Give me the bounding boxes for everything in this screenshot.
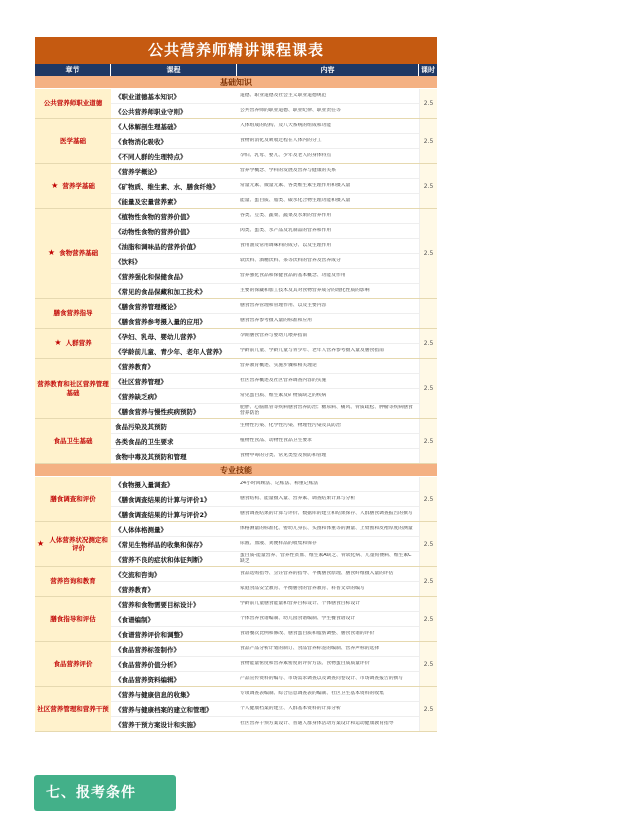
- course-cell: 《动物性食物的营养价值》: [115, 227, 193, 236]
- course-cell: 《营养和食物需要目标设计》: [115, 600, 200, 609]
- chapter-cell: [35, 522, 111, 566]
- course-cell: 《学龄前儿童、青少年、老年人营养》: [115, 347, 226, 356]
- table-row: [111, 449, 419, 463]
- course-cell: 《食品营养资料编辑》: [115, 675, 180, 684]
- course-cell: 《膳食调查结果的计算与评价1》: [115, 495, 211, 504]
- content-cell: 食用油及常用调味料的成分、以及生理作用: [240, 243, 332, 248]
- hours-cell: 2.5: [419, 89, 437, 118]
- table-row: [111, 104, 419, 118]
- content-cell: 蛋白质-能量营养、营养性贫血、维生素A缺乏、骨软化病、儿童佝偻病、维生素C缺乏: [240, 553, 412, 564]
- course-cell: 《饮料》: [115, 257, 141, 266]
- course-cell: 《交流和咨询》: [115, 570, 161, 579]
- table-row: [111, 224, 419, 239]
- chapter-group: [35, 359, 437, 419]
- course-cell: 《食谱编制》: [115, 615, 154, 624]
- table-row: [111, 389, 419, 404]
- table-row: [111, 552, 419, 566]
- table-row: [111, 642, 419, 657]
- table-row: [111, 567, 419, 582]
- table-row: [111, 119, 419, 134]
- header-course: 课程: [111, 64, 237, 76]
- chapter-cell: [35, 419, 111, 463]
- hours-cell: 2.5: [419, 209, 437, 298]
- course-cell: 《食谱营养评价和调整》: [115, 630, 187, 639]
- table-row: [111, 582, 419, 596]
- chapter-label: 营养学基础: [62, 181, 95, 190]
- content-cell: 社区营养概述及社区营养调查内容的实施: [240, 378, 327, 383]
- table-row: [111, 179, 419, 194]
- table-row: [111, 314, 419, 328]
- chapter-group: [35, 209, 437, 299]
- chapter-label: 食品营养评价: [53, 659, 93, 668]
- course-cell: 《食品营养标签制作》: [115, 645, 180, 654]
- star-icon: ★: [54, 338, 62, 348]
- chapter-group: [35, 419, 437, 464]
- chapter-group: [35, 119, 437, 164]
- chapter-cell: [35, 477, 111, 521]
- content-cell: 常见蛋白质、维生素及矿物质缺乏的疾病: [240, 393, 327, 398]
- hours-cell: 2.5: [419, 477, 437, 521]
- course-cell: 《营养干预方案设计和实施》: [115, 720, 200, 729]
- table-row: [111, 687, 419, 702]
- chapter-group: [35, 89, 437, 119]
- chapter-cell: [35, 359, 111, 418]
- table-row: [111, 344, 419, 358]
- content-cell: 社区营养干预方案设计、普通人群身体活动方案设计和运动健康教育指导: [240, 721, 394, 726]
- table-row: [111, 134, 419, 149]
- course-cell: 《公共营养师职业守则》: [115, 107, 187, 116]
- content-cell: 植物性食品、动物性食品卫生要求: [240, 438, 312, 443]
- chapter-label: 营养咨询和教育: [50, 577, 96, 586]
- course-cell: 《营养学概论》: [115, 167, 161, 176]
- course-cell: 《膳食营养管理概论》: [115, 302, 180, 311]
- chapter-label: 膳食指导和评估: [50, 614, 96, 623]
- table-row: [111, 612, 419, 627]
- table-header: [35, 64, 437, 76]
- course-cell: 《矿物质、维生素、水、膳食纤维》: [115, 182, 219, 191]
- course-cell: 《社区营养管理》: [115, 377, 167, 386]
- table-row: [111, 434, 419, 449]
- section-header: 专业技能: [35, 464, 437, 477]
- content-cell: 食品产品分析计划的制订、食品营养标签的编制、营养声称的选择: [240, 646, 380, 651]
- content-cell: 肥胖、心脑血管等疾病膳食营养防治；糖尿病、痛风、骨质疏松、肿瘤等疾病膳食营养防治: [240, 405, 413, 416]
- header-hours: 课时: [421, 66, 435, 74]
- table-row: [111, 672, 419, 686]
- course-cell: 《孕妇、乳母、婴幼儿营养》: [115, 332, 200, 341]
- table-row: [111, 269, 419, 284]
- content-cell: 生物性污染、化学性污染、物理性污染及其防治: [240, 423, 341, 428]
- course-cell: 《营养不良的症状和体征判断》: [115, 555, 206, 564]
- chapter-cell: [35, 119, 111, 163]
- hours-cell: 2.5: [419, 642, 437, 686]
- chapter-label: 公共营养师职业道德: [43, 99, 103, 108]
- course-cell: 食物中毒及其预防和管理: [115, 452, 187, 461]
- content-cell: 营养强化食品和保健食品的基本概念、功能及作用: [240, 273, 346, 278]
- content-cell: 产品宣传资料的编写、市场需求调查以及调查问卷设计、市场调查报告的撰写: [240, 676, 404, 681]
- chapter-label: 人体营养状况测定和评价: [49, 535, 108, 552]
- table-row: [111, 419, 419, 434]
- chapter-cell: [35, 209, 111, 298]
- hours-cell: 2.5: [419, 119, 437, 163]
- chapter-cell: [35, 89, 111, 118]
- section-header: 基础知识: [35, 76, 437, 89]
- table-row: [111, 239, 419, 254]
- star-icon: ★: [47, 248, 56, 258]
- table-row: [111, 404, 419, 418]
- chapter-group: [35, 477, 437, 522]
- table-row: [111, 164, 419, 179]
- course-cell: 《营养教育》: [115, 362, 154, 371]
- content-cell: 道德、职业道德及社会主义职业道德规范: [240, 93, 327, 98]
- table-row: [111, 284, 419, 298]
- table-row: [111, 89, 419, 104]
- course-cell: 《营养教育》: [115, 585, 154, 594]
- content-cell: 膳食营养管理和管理作用、以及主要内容: [240, 303, 327, 308]
- content-cell: 个人健康档案的建立、人群基本资料的计算分析: [240, 706, 341, 711]
- course-schedule-table: [35, 37, 437, 732]
- content-cell: 谷类、豆类、蔬菜、蔬菜及水果的营养作用: [240, 213, 332, 218]
- chapter-group: [35, 329, 437, 359]
- chapter-group: [35, 299, 437, 329]
- content-cell: 尿液、血液、粪便样品的收集和保存: [240, 541, 317, 546]
- table-row: [111, 254, 419, 269]
- table-title: 公共营养师精讲课程课表: [35, 37, 437, 64]
- content-cell: 膳食营养参考摄入量的标准和应用: [240, 318, 312, 323]
- table-row: [111, 149, 419, 163]
- chapter-cell: [35, 597, 111, 641]
- chapter-group: [35, 642, 437, 687]
- course-cell: 《膳食营养参考摄入量的应用》: [115, 317, 206, 326]
- course-cell: 食品污染及其预防: [115, 422, 167, 431]
- content-cell: 食谱餐次比例和修改、膳食蛋白质和脂肪调整、膳食食谱的评价: [240, 631, 375, 636]
- chapter-label: 医学基础: [60, 136, 86, 145]
- content-cell: 膳食结构、能量摄入量、营养素、调查结果计算与分析: [240, 496, 356, 501]
- content-cell: 学龄前儿童、学龄儿童与青少年、老年人营养参考摄入量及膳食指南: [240, 348, 384, 353]
- content-cell: 体格测量的标准化、婴幼儿身长、头围和体重等的测量、上臂围和皮褶厚度的测量: [240, 526, 413, 531]
- content-cell: 膳食调查结果的计算与评价、数据库的建立和结果保存、人群膳食调查报告的撰写: [240, 511, 413, 516]
- content-cell: 能量、蛋白质、脂类、碳水化合物生理功能和摄入量: [240, 198, 351, 203]
- chapter-cell: [35, 299, 111, 328]
- header-chapter: 章节: [35, 64, 111, 76]
- course-cell: 《食物消化吸收》: [115, 137, 167, 146]
- content-cell: 食物能量密度和营养素密度的评价方法、食物蛋白质质量评价: [240, 661, 370, 666]
- course-cell: 《常见生物样品的收集和保存》: [115, 540, 206, 549]
- course-cell: 《人体体格测量》: [115, 525, 167, 534]
- table-row: [111, 717, 419, 731]
- content-cell: 孕妇、乳母、婴儿、少年及老人的身体特点: [240, 153, 332, 158]
- course-cell: 《膳食调查结果的计算与评价2》: [115, 510, 211, 519]
- table-row: [111, 359, 419, 374]
- course-cell: 《营养与健康信息的收集》: [115, 690, 193, 699]
- table-row: [111, 657, 419, 672]
- chapter-group: [35, 522, 437, 567]
- hours-cell: 2.5: [419, 687, 437, 731]
- chapter-cell: [35, 164, 111, 208]
- chapter-cell: [35, 567, 111, 596]
- course-cell: 《能量及宏量营养素》: [115, 197, 180, 206]
- table-row: [111, 209, 419, 224]
- chapter-group: [35, 687, 437, 732]
- course-cell: 《营养缺乏病》: [115, 392, 161, 401]
- table-row: [111, 299, 419, 314]
- chapter-label: 人群营养: [65, 339, 92, 348]
- content-cell: 孕期膳食营养与婴幼儿喂养指南: [240, 333, 308, 338]
- hours-cell: 2.5: [419, 164, 437, 208]
- header-content: 内容: [237, 64, 419, 76]
- chapter-cell: [35, 687, 111, 731]
- course-cell: 《植物性食物的营养价值》: [115, 212, 193, 221]
- content-cell: 公共营养师的职业道德、职业纪律、职业责任等: [240, 108, 341, 113]
- course-cell: 各类食品的卫生要求: [115, 437, 174, 446]
- content-cell: 专项调查表编制、综合信息调查表的编制、社区卫生基本资料的收集: [240, 691, 384, 696]
- table-body: [35, 76, 437, 732]
- content-cell: 个体营养食谱编制、幼儿园食谱编制、学生餐食谱设计: [240, 616, 356, 621]
- content-cell: 食物中毒的分类、常见类型及预防和管理: [240, 453, 327, 458]
- course-cell: 《食品营养价值分析》: [115, 660, 180, 669]
- hours-cell: [419, 299, 437, 328]
- chapter-label: 营养教育和社区营养管理基础: [37, 380, 109, 397]
- course-cell: 《职业道德基本知识》: [115, 92, 180, 101]
- table-row: [111, 537, 419, 552]
- content-cell: 营养教育概述、实施步骤和相关理论: [240, 363, 317, 368]
- chapter-label: 食品卫生基础: [53, 436, 93, 445]
- content-cell: 食品选购指导、烹饪营养的指导、平衡膳食原理、膳食纤维摄入量的评估: [240, 571, 394, 576]
- content-cell: 家庭食品安全教育、平衡膳食的营养教育、科普文章的编写: [240, 586, 365, 591]
- course-cell: 《油脂和调味品的营养价值》: [115, 242, 200, 251]
- table-row: [111, 477, 419, 492]
- table-row: [111, 374, 419, 389]
- content-cell: 人体组成的结构、及八大系统的组成和功能: [240, 123, 332, 128]
- table-row: [111, 329, 419, 344]
- hours-cell: 2.5: [419, 567, 437, 596]
- section-tag: 七、报考条件: [34, 775, 176, 811]
- course-cell: 《常见的食品保藏和加工技术》: [115, 287, 206, 296]
- chapter-group: [35, 597, 437, 642]
- table-row: [111, 627, 419, 641]
- table-row: [111, 492, 419, 507]
- chapter-group: [35, 164, 437, 209]
- hours-cell: 2.5: [419, 329, 437, 358]
- table-row: [111, 522, 419, 537]
- chapter-cell: [35, 642, 111, 686]
- course-cell: 《营养强化和保健食品》: [115, 272, 187, 281]
- course-cell: 《营养与健康档案的建立和管理》: [115, 705, 213, 714]
- course-cell: 《不同人群的生理特点》: [115, 152, 187, 161]
- course-cell: 《人体解剖生理基础》: [115, 122, 180, 131]
- course-cell: 《食物摄入量调查》: [115, 480, 174, 489]
- table-row: [111, 507, 419, 521]
- content-cell: 软饮料、酒精饮料、茶等饮料的营养及营养成分: [240, 258, 341, 263]
- table-row: [111, 597, 419, 612]
- star-icon: ★: [51, 180, 59, 190]
- content-cell: 食物的消化及吸收过程在人体内的分工: [240, 138, 322, 143]
- content-cell: 肉类、蛋类、水产品及乳制品的营养和作用: [240, 228, 332, 233]
- course-cell: 《膳食营养与慢性疾病预防》: [115, 407, 200, 416]
- hours-cell: 2.5: [419, 522, 437, 566]
- table-row: [111, 702, 419, 717]
- chapter-cell: [35, 329, 111, 358]
- chapter-label: 食物营养基础: [59, 249, 99, 258]
- hours-cell: 2.5: [419, 597, 437, 641]
- content-cell: 常量元素、微量元素、各类维生素生理作用和摄入量: [240, 183, 351, 188]
- chapter-label: 膳食调查和评价: [50, 494, 96, 503]
- hours-cell: 2.5: [419, 359, 437, 418]
- content-cell: 学龄前儿童膳食能量和营养目标设计、个体膳食目标设计: [240, 601, 360, 606]
- hours-cell: 2.5: [419, 419, 437, 463]
- content-cell: 营养学概念、学科的发展及营养与健康的关系: [240, 168, 336, 173]
- chapter-label: 膳食营养指导: [53, 309, 93, 318]
- table-row: [111, 194, 419, 208]
- chapter-label: 社区营养管理和营养干预: [37, 704, 109, 713]
- content-cell: 主要的保藏和加工技术及其对食物营养成分的理化性质的影响: [240, 288, 370, 293]
- chapter-group: [35, 567, 437, 597]
- content-cell: 24小时回顾法、记账法、称重记账法: [240, 481, 319, 486]
- star-icon: ★: [37, 538, 45, 548]
